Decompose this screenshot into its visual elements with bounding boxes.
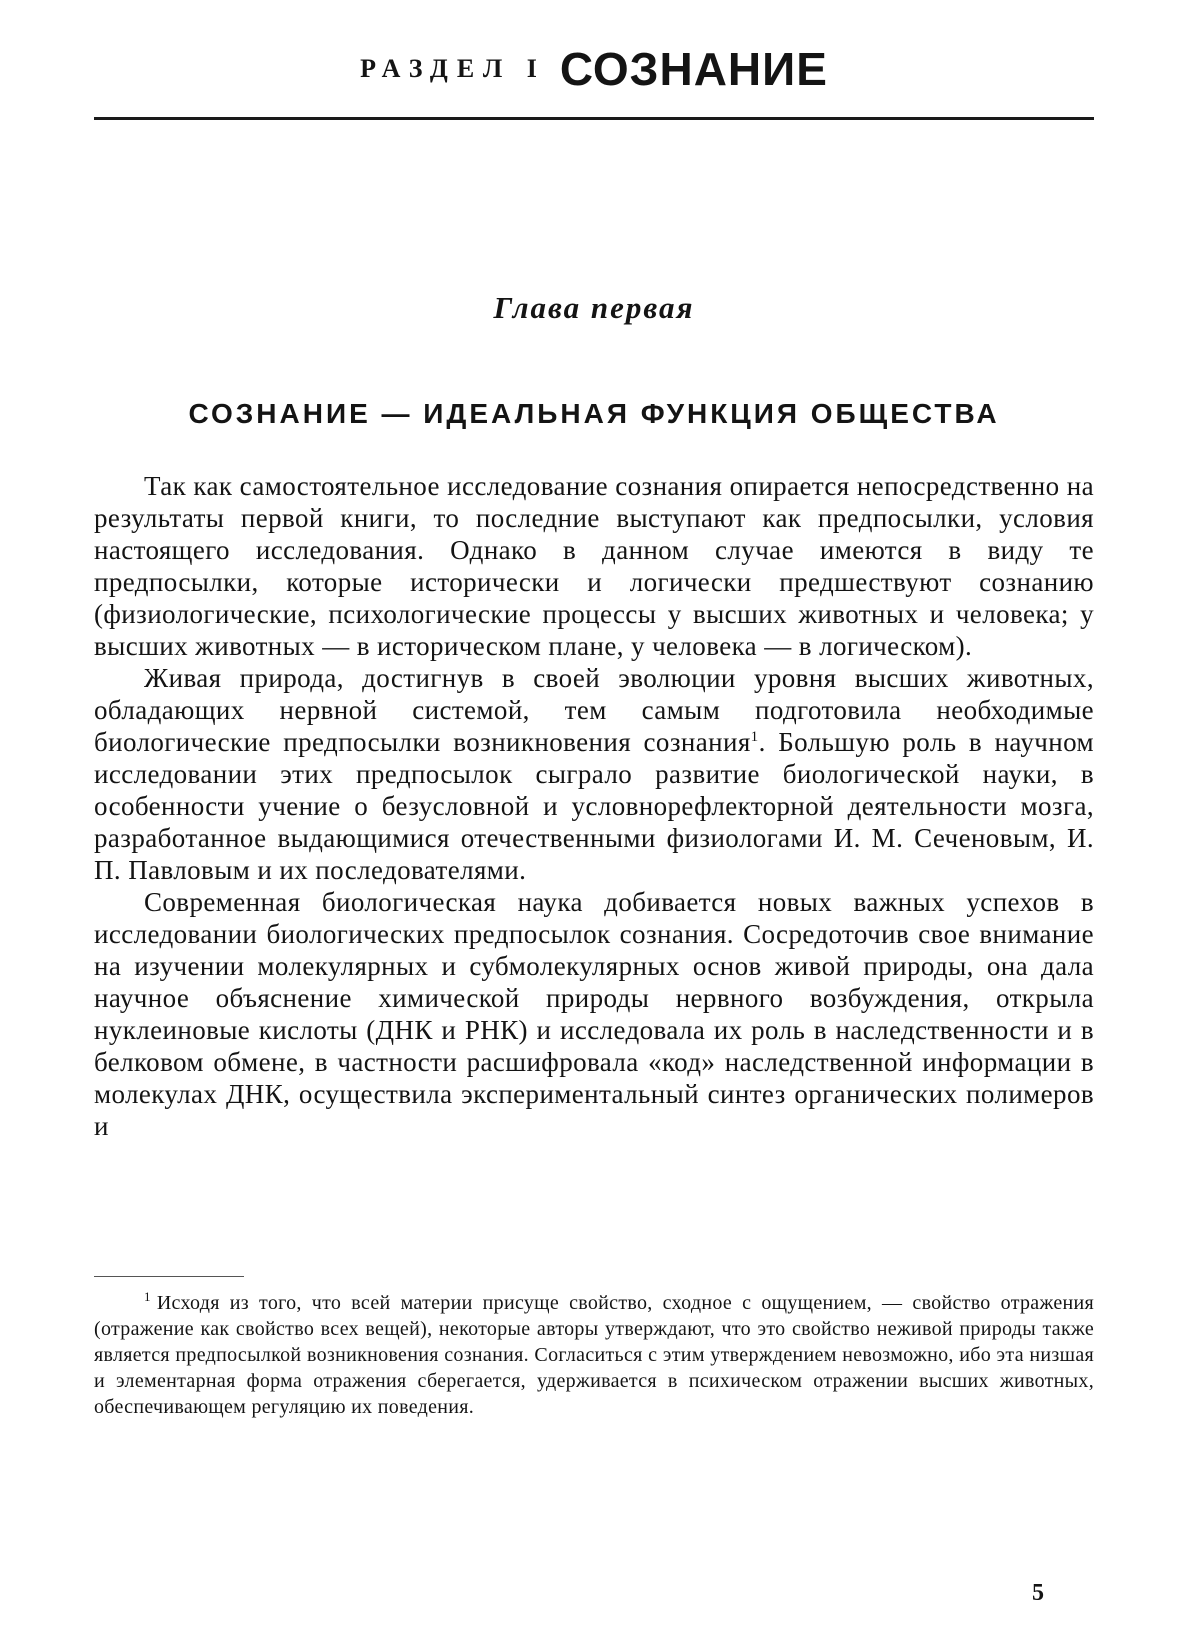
header-rule bbox=[94, 117, 1094, 120]
book-page bbox=[94, 0, 1094, 1650]
paragraph-2-text-b: . Большую роль в научном исследовании этих предпосылок сыграло развитие биологической науки, в особенности учение о безусловной и условнорефлекторной деятельности мозга, разработанное выдающимися отечественными физиологами И. М. Сеченовым, И. П. Павловым и их последователями. bbox=[94, 727, 1094, 885]
chapter-title: СОЗНАНИЕ — ИДЕАЛЬНАЯ ФУНКЦИЯ ОБЩЕСТВА bbox=[188, 398, 1000, 429]
paragraph-2-text-a: Живая природа, достигнув в своей эволюции уровня высших животных, обладающих нервной системой, тем самым подготовила необходимые биологические предпосылки возникновения сознания bbox=[94, 663, 1094, 757]
paragraph-3: Современная биологическая наука добивается новых важных успехов в исследовании биологических предпосылок сознания. Сосредоточив свое внимание на изучении молекулярных и субмолекулярных основ живой природы, она дала научное объяснение химической природы нервного возбуждения, открыла нуклеиновые кислоты (ДНК и РНК) и исследовала их роль в наследственности и в белковом обмене, в частности расшифровала «код» наследственной информации в молекулах ДНК, осуществила экспериментальный синтез органических полимеров и bbox=[94, 887, 1094, 1141]
footnote-rule bbox=[94, 1276, 244, 1277]
page-number: 5 bbox=[1032, 1580, 1044, 1606]
chapter-label: Глава первая bbox=[493, 290, 695, 325]
footnote-text: Исходя из того, что всей материи присуще свойство, сходное с ощущением, — свойство отражения (отражение как свойство всех вещей), некоторые авторы утверждают, что это свойство неживой природы также является предпосылкой возникновения сознания. Согласиться с этим утверждением невозможно, ибо эта низшая и элементарная форма отражения сберегается, удерживается в психическом отражении высших животных, обеспечивающем регуляцию их поведения. bbox=[94, 1292, 1094, 1418]
body-text bbox=[94, 470, 1094, 1142]
footnote-mark: 1 bbox=[144, 1289, 151, 1305]
section-label: РАЗДЕЛ I bbox=[360, 54, 546, 83]
footnote bbox=[94, 1290, 1094, 1420]
footnote-reference: 1 bbox=[750, 729, 759, 745]
paragraph-1: Так как самостоятельное исследование сознания опирается непосредственно на результаты первой книги, то последние выступают как предпосылки, условия настоящего исследования. Однако в данном случае имеются в виду те предпосылки, которые исторически и логически предшествуют сознанию (физиологические, психологические процессы у высших животных и человека; у высших животных — в историческом плане, у человека — в логическом). bbox=[94, 471, 1094, 661]
section-title: СОЗНАНИЕ bbox=[559, 43, 828, 95]
paragraph-2 bbox=[94, 662, 1094, 886]
running-head bbox=[94, 42, 1094, 96]
